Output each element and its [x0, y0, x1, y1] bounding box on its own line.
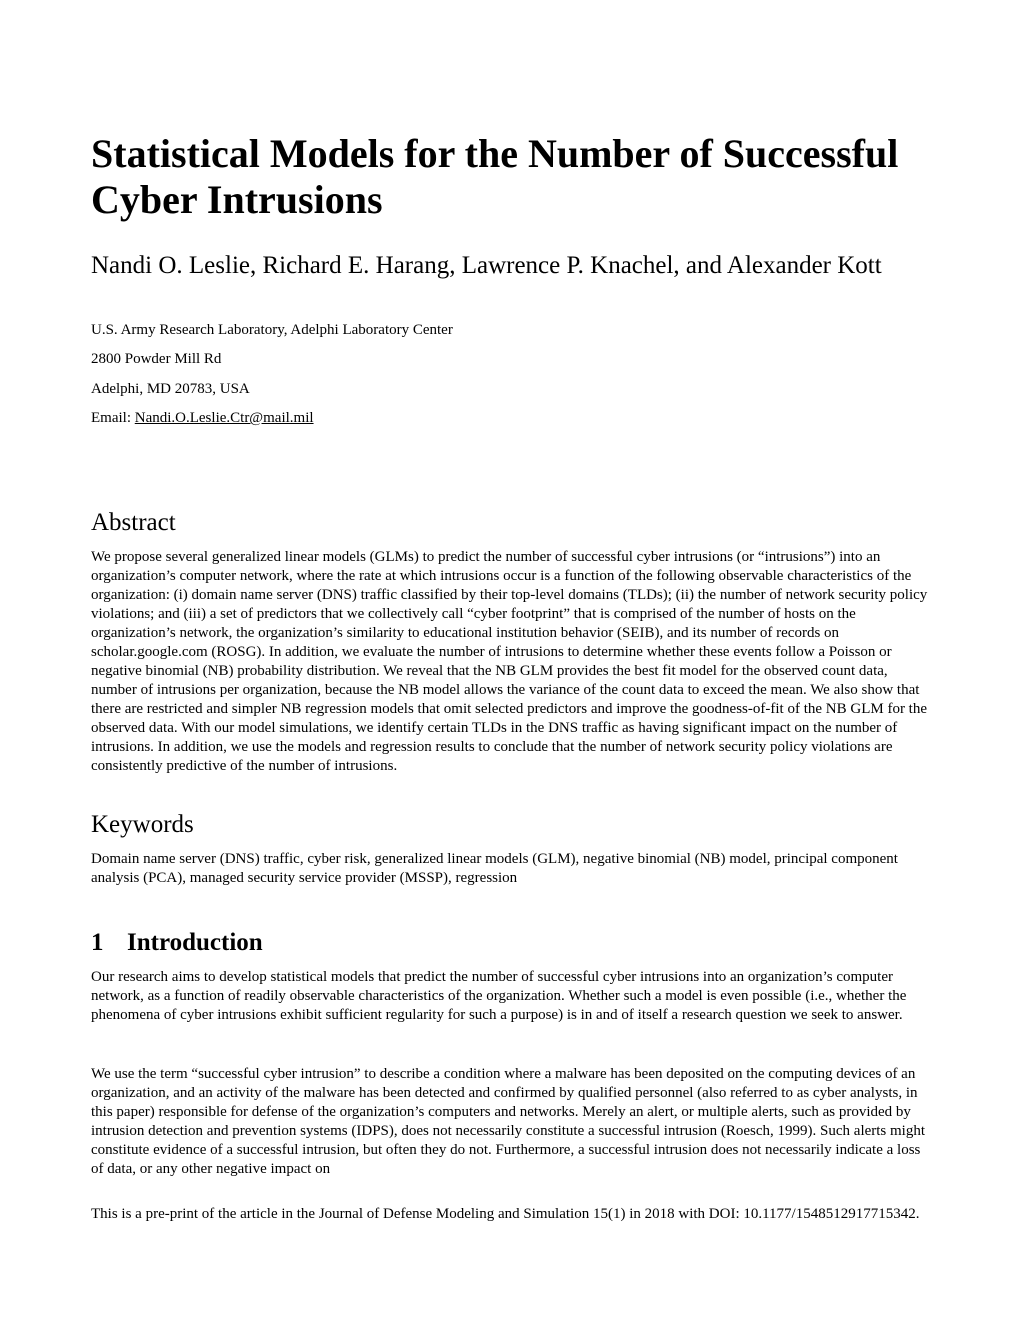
preprint-footnote: This is a pre-print of the article in the Journal of Defense Modeling and Simulation 15(1) in 2018 with DOI: 10.1177/1548512917715342. — [91, 1206, 920, 1222]
introduction-paragraph-2: We use the term “successful cyber intrusion” to describe a condition where a malware has been deposited on the computing devices of an organization, and an activity of the malware has been detected and confirmed by qualified personnel (also referred to as cyber analysts, in this paper) responsible for defense of the organization’s computers and networks. Merely an alert, or multiple alerts, such as provided by intrusion detection and prevention systems (IDPS), does not necessarily constitute a successful intrusion (Roesch, 1999). Such alerts might constitute evidence of a successful intrusion, but often they do not. Furthermore, a successful intrusion does not necessarily indicate a loss of data, or any other negative impact on — [91, 1066, 926, 1177]
keywords-text: Domain name server (DNS) traffic, cyber risk, generalized linear models (GLM), negative binomial (NB) model, principal component analysis (PCA), managed security service provider (MSSP), regression — [91, 851, 898, 886]
affiliation-organization: U.S. Army Research Laboratory, Adelphi Laboratory Center — [91, 322, 453, 338]
section-title: Introduction — [127, 929, 263, 956]
paper-title: Statistical Models for the Number of Successful Cyber Intrusions — [91, 131, 899, 222]
email-label: Email: — [91, 410, 135, 426]
section-number: 1 — [91, 929, 104, 956]
abstract-heading: Abstract — [91, 509, 176, 536]
abstract-text: We propose several generalized linear models (GLMs) to predict the number of successful cyber intrusions (or “intrusions”) into an organization’s computer network, where the rate at which intrusions occur is a function of the following observable characteristics of the organization: (i) domain name server (DNS) traffic classified by their top-level domains (TLDs); (ii) the number of network security policy violations; and (iii) a set of predictors that we collectively call “cyber footprint” that is comprised of the number of hosts on the organization’s network, the organization’s similarity to educational institution behavior (SEIB), and its number of records on scholar.google.com (ROSG). In addition, we evaluate the number of intrusions to determine whether these events follow a Poisson or negative binomial (NB) probability distribution. We reveal that the NB GLM provides the best fit model for the observed count data, number of intrusions per organization, because the NB model allows the variance of the count data to exceed the mean. We also show that there are restricted and simpler NB regression models that omit selected predictors and improve the goodness-of-fit of the NB GLM for the observed data. With our model simulations, we identify certain TLDs in the DNS traffic as having significant impact on the number of intrusions. In addition, we use the models and regression results to conclude that the number of network security policy violations are consistently predictive of the number of intrusions. — [91, 549, 928, 774]
affiliation-city: Adelphi, MD 20783, USA — [91, 381, 250, 397]
email-link[interactable]: Nandi.O.Leslie.Ctr@mail.mil — [134, 410, 314, 426]
keywords-heading: Keywords — [91, 811, 194, 838]
author-list: Nandi O. Leslie, Richard E. Harang, Lawrence P. Knachel, and Alexander Kott — [91, 252, 882, 279]
introduction-heading — [91, 928, 263, 958]
affiliation-street: 2800 Powder Mill Rd — [91, 351, 222, 367]
contact-email-line — [91, 409, 314, 427]
introduction-paragraph-1: Our research aims to develop statistical models that predict the number of successful cyber intrusions into an organization’s computer network, as a function of readily observable characteristics of the organization. Whether such a model is even possible (i.e., whether the phenomena of cyber intrusions exhibit sufficient regularity for such a purpose) is in and of itself a research question we seek to answer. — [91, 969, 907, 1023]
